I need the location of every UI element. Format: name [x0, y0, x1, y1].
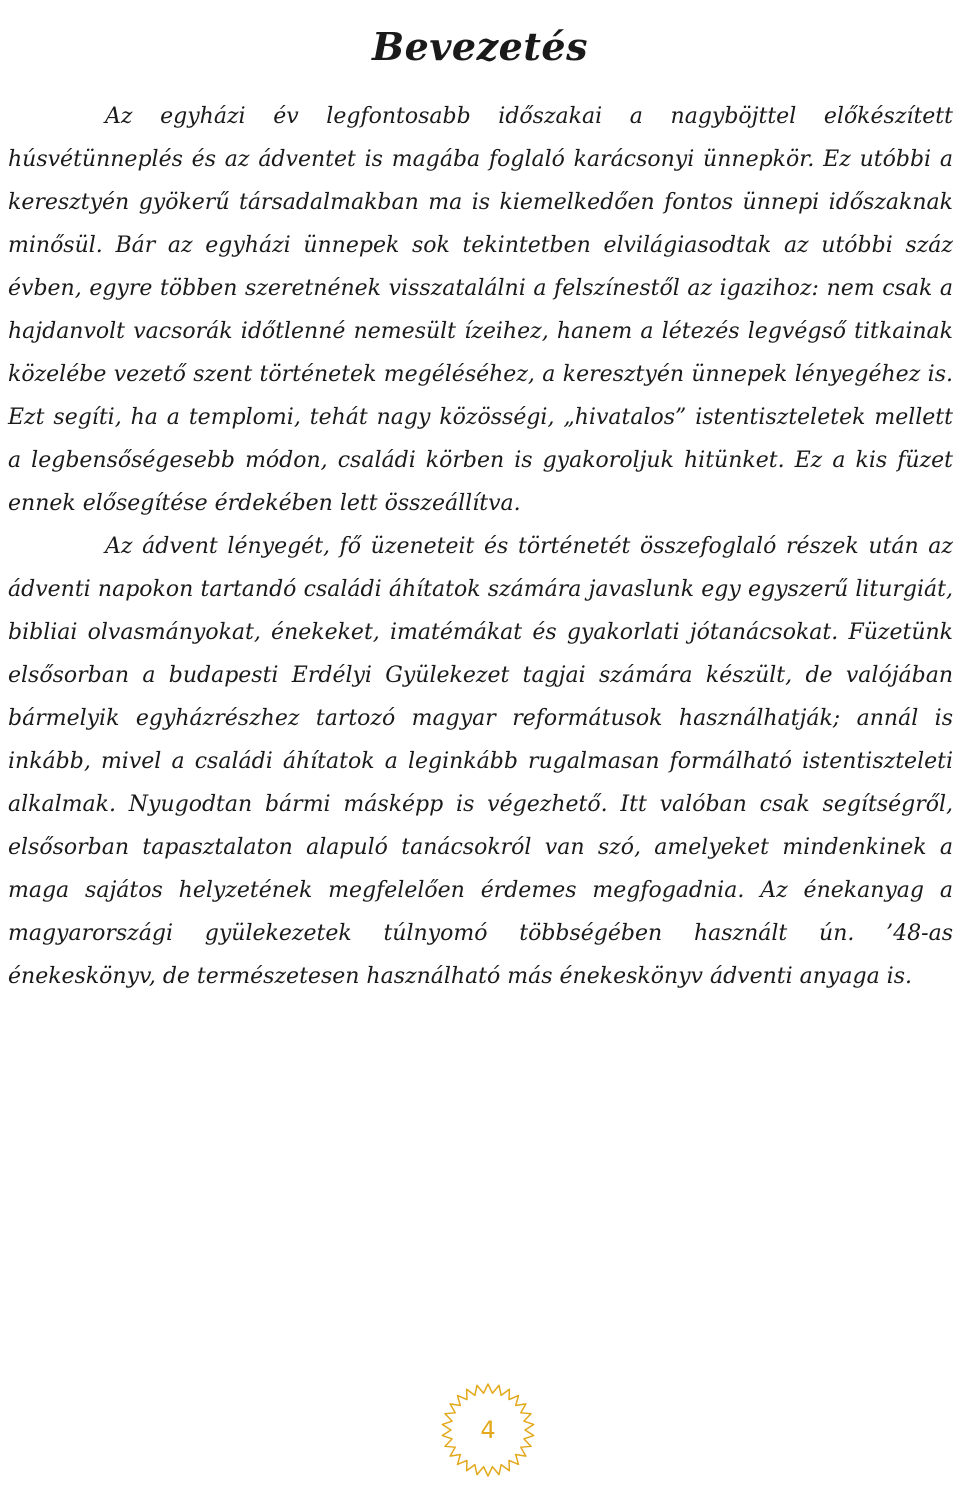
body-text — [8, 95, 953, 998]
paragraph-intro: Az egyházi év legfontosabb időszakai a nagyböjttel előkészített húsvétünneplés és az ádventet is magába foglaló karácsonyi ünnepkör. Ez utóbbi a keresztyén gyökerű társadalmakban ma is kiemelkedően fontos ünnepi időszaknak minősül. Bár az egyházi ünnepek sok tekintetben elvilágiasodtak az utóbbi száz évben, egyre többen szeretnének visszatalálni a felszínestől az igazihoz: nem csak a hajdanvolt vacsorák időtlenné nemesült ízeihez, hanem a létezés legvégső titkainak közelébe vezető szent történetek megéléséhez, a keresztyén ünnepek lényegéhez is. Ezt segíti, ha a templomi, tehát nagy közösségi, „hivatalos” istentiszteletek mellett a legbensőségesebb módon, családi körben is gyakoroljuk hitünket. Ez a kis füzet ennek elősegítése érdekében lett összeállítva. — [8, 104, 953, 516]
paragraph-advent-summary: Az ádvent lényegét, fő üzeneteit és történetét összefoglaló részek után az ádventi napokon tartandó családi áhítatok számára javaslunk egy egyszerű liturgiát, bibliai olvasmányokat, énekeket, imatémákat és gyakorlati jótanácsokat. Füzetünk elsősorban a budapesti Erdélyi Gyülekezet tagjai számára készült, de valójában bármelyik egyházrészhez tartozó magyar reformátusok használhatják; annál is inkább, mivel a családi áhítatok a leginkább rugalmasan formálható istentiszteleti alkalmak. Nyugodtan bármi másképp is végezhető. Itt valóban csak segítségről, elsősorban tapasztalaton alapuló tanácsokról van szó, amelyeket mindenkinek a maga sajátos helyzetének megfelelően érdemes megfogadnia. Az énekanyag a magyarországi gyülekezetek túlnyomó többségében használt ún. ’48-as énekeskönyv, de természetesen használható más énekeskönyv ádventi anyaga is. — [8, 534, 953, 989]
page-title: Bevezetés — [372, 24, 588, 70]
page-number: 4 — [480, 1416, 496, 1444]
page-number-badge — [432, 1378, 544, 1490]
